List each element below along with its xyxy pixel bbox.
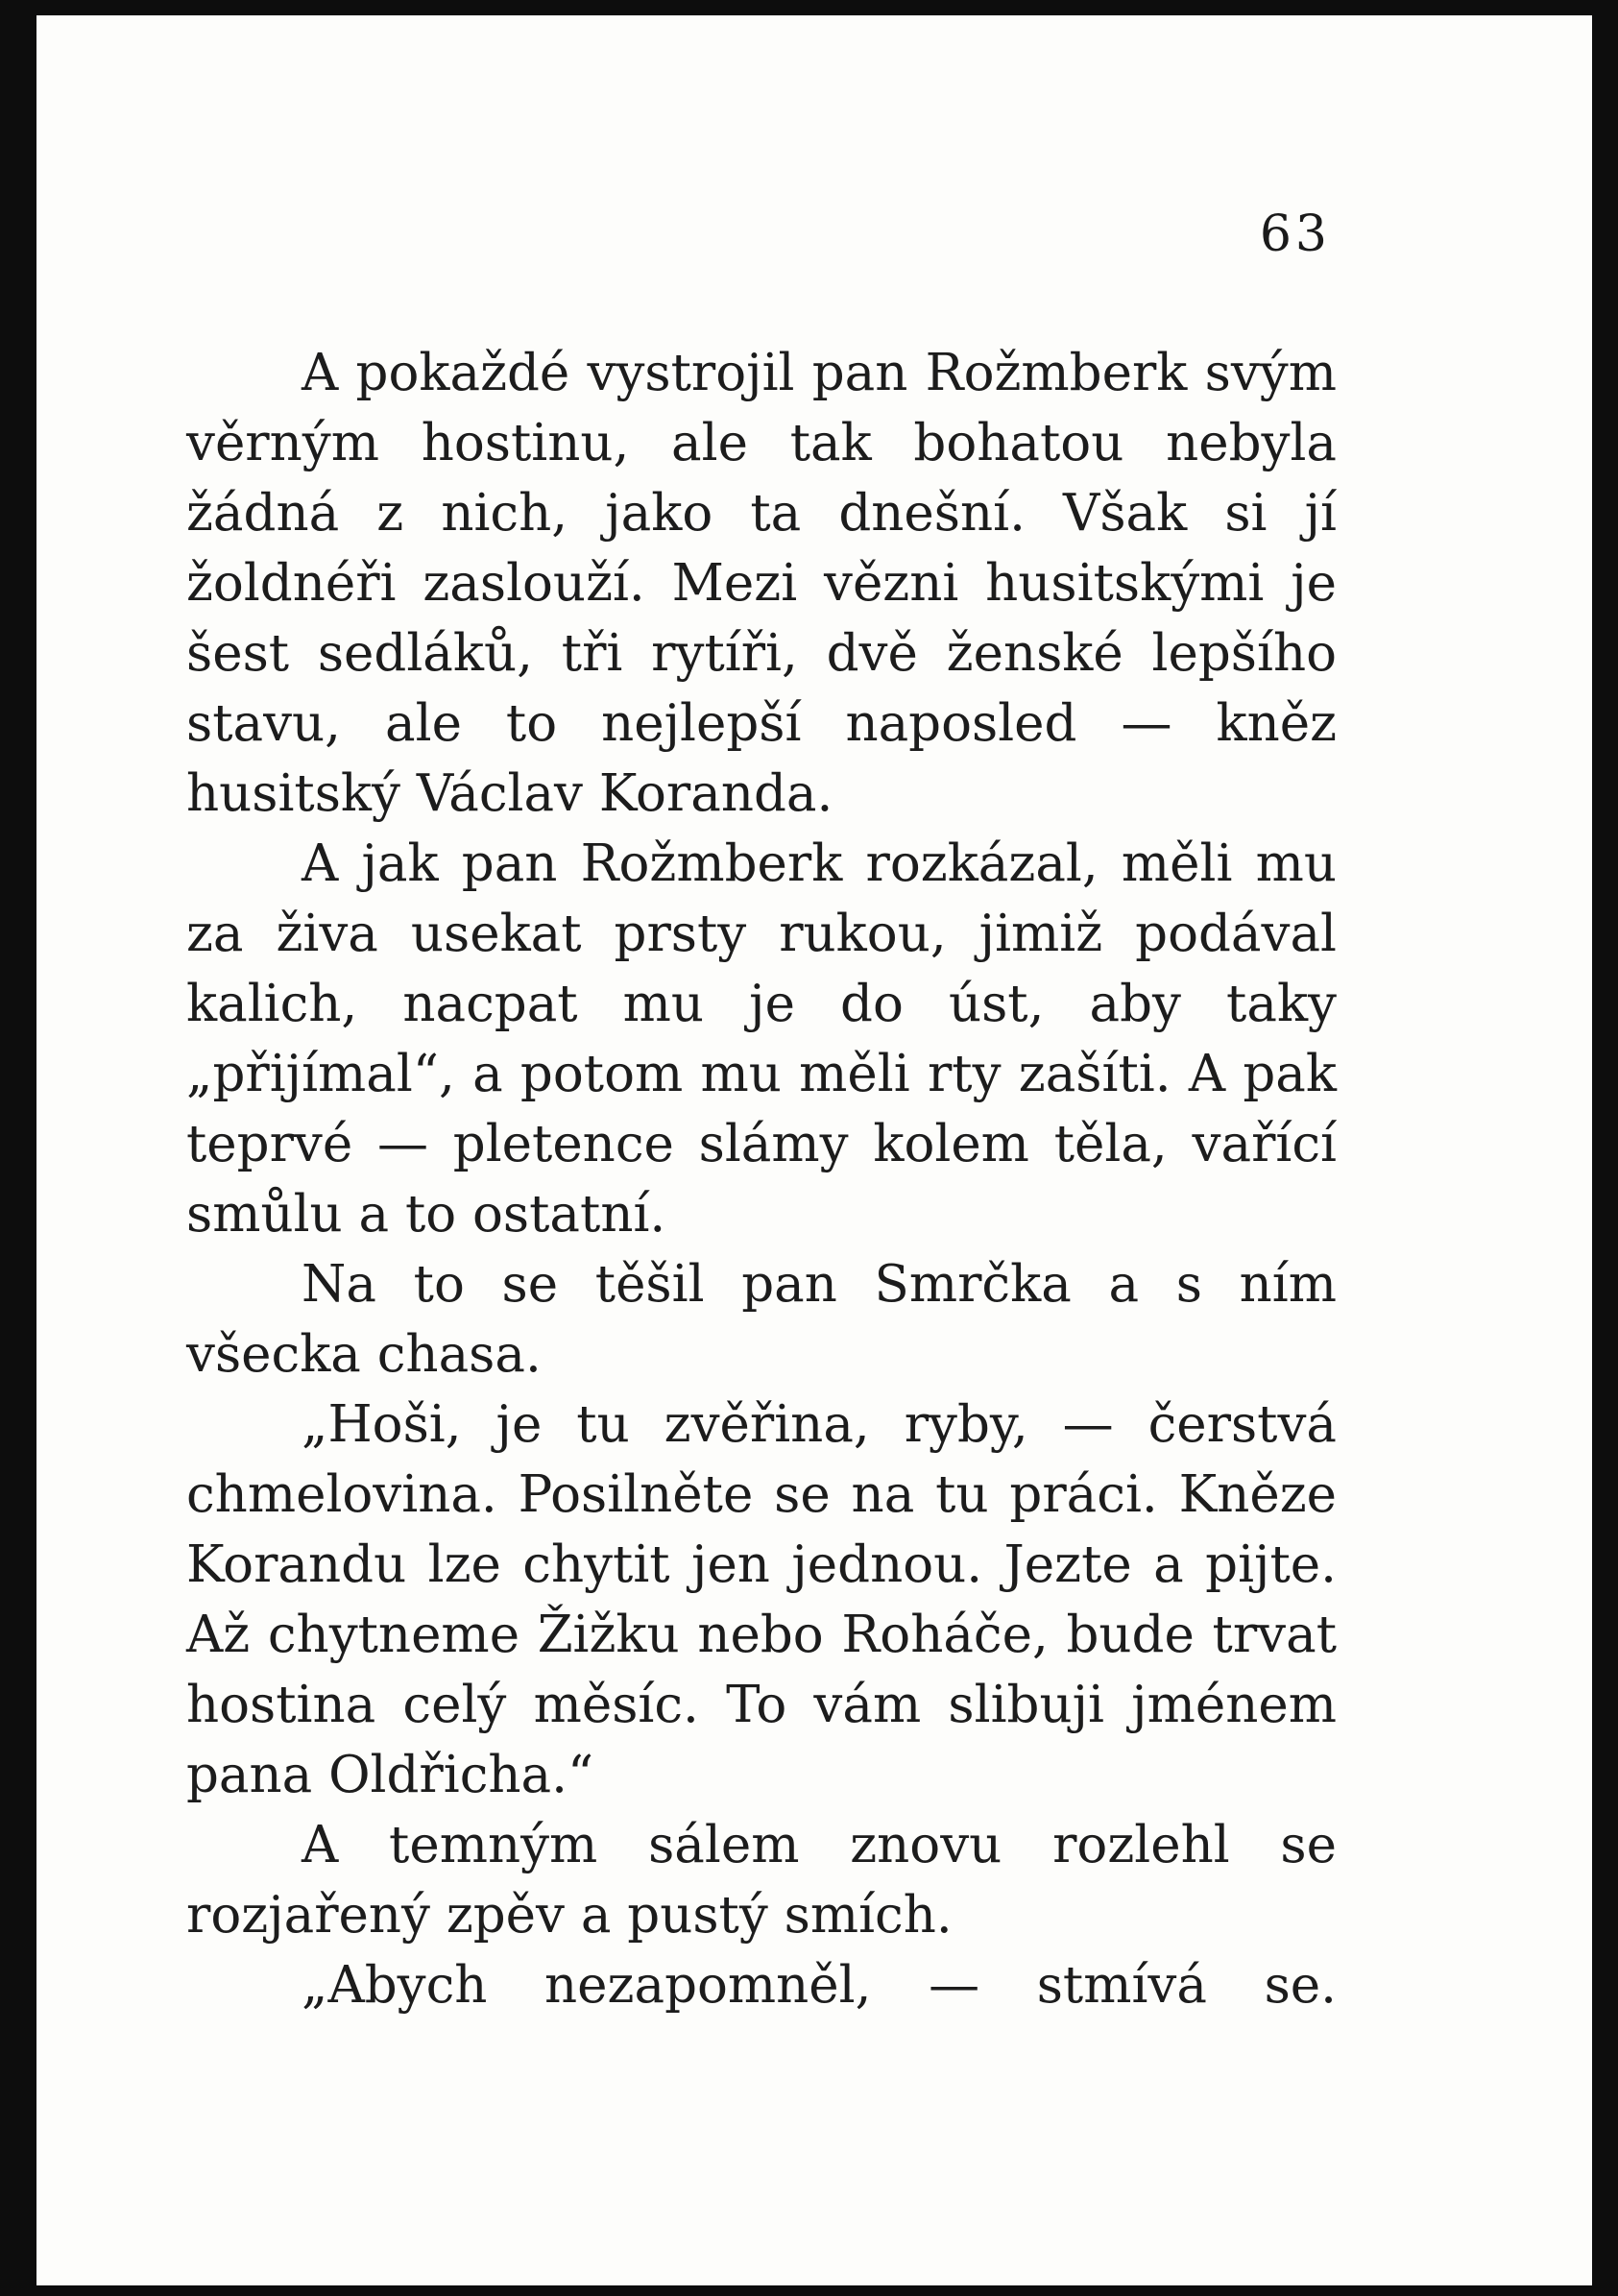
- body-text: [186, 338, 1337, 2020]
- paragraph-5: A temným sálem znovu rozlehl se rozjařený zpěv a pustý smích.: [186, 1816, 1337, 1945]
- page-number: 63: [1259, 205, 1331, 263]
- paragraph-3: Na to se těšil pan Smrčka a s ním všecka chasa.: [186, 1255, 1337, 1384]
- book-page: [36, 15, 1592, 2285]
- paragraph-6: „Abych nezapomněl, — stmívá se.: [302, 1956, 1337, 2015]
- paragraph-1: A pokaždé vystrojil pan Rožmberk svým věrným hostinu, ale tak bohatou nebyla žádná z nich, jako ta dnešní. Však si jí žoldnéři zaslouží. Mezi vězni husitskými je šest sedláků, tři rytíři, dvě ženské lepšího stavu, ale to nejlepší naposled — kněz husitský Václav Koranda.: [186, 344, 1337, 823]
- paragraph-4: „Hoši, je tu zvěřina, ryby, — čerstvá chmelovina. Posilněte se na tu práci. Kněze Korandu lze chytit jen jednou. Jezte a pijte. Až chytneme Žižku nebo Roháče, bude trvat hostina celý měsíc. To vám slibuji jménem pana Oldřicha.“: [186, 1395, 1337, 1804]
- paragraph-2: A jak pan Rožmberk rozkázal, měli mu za živa usekat prsty rukou, jimiž podával kalich, nacpat mu je do úst, aby taky „přijímal“, a potom mu měli rty zašíti. A pak teprvé — pletence slámy kolem těla, vařící smůlu a to ostatní.: [186, 834, 1337, 1244]
